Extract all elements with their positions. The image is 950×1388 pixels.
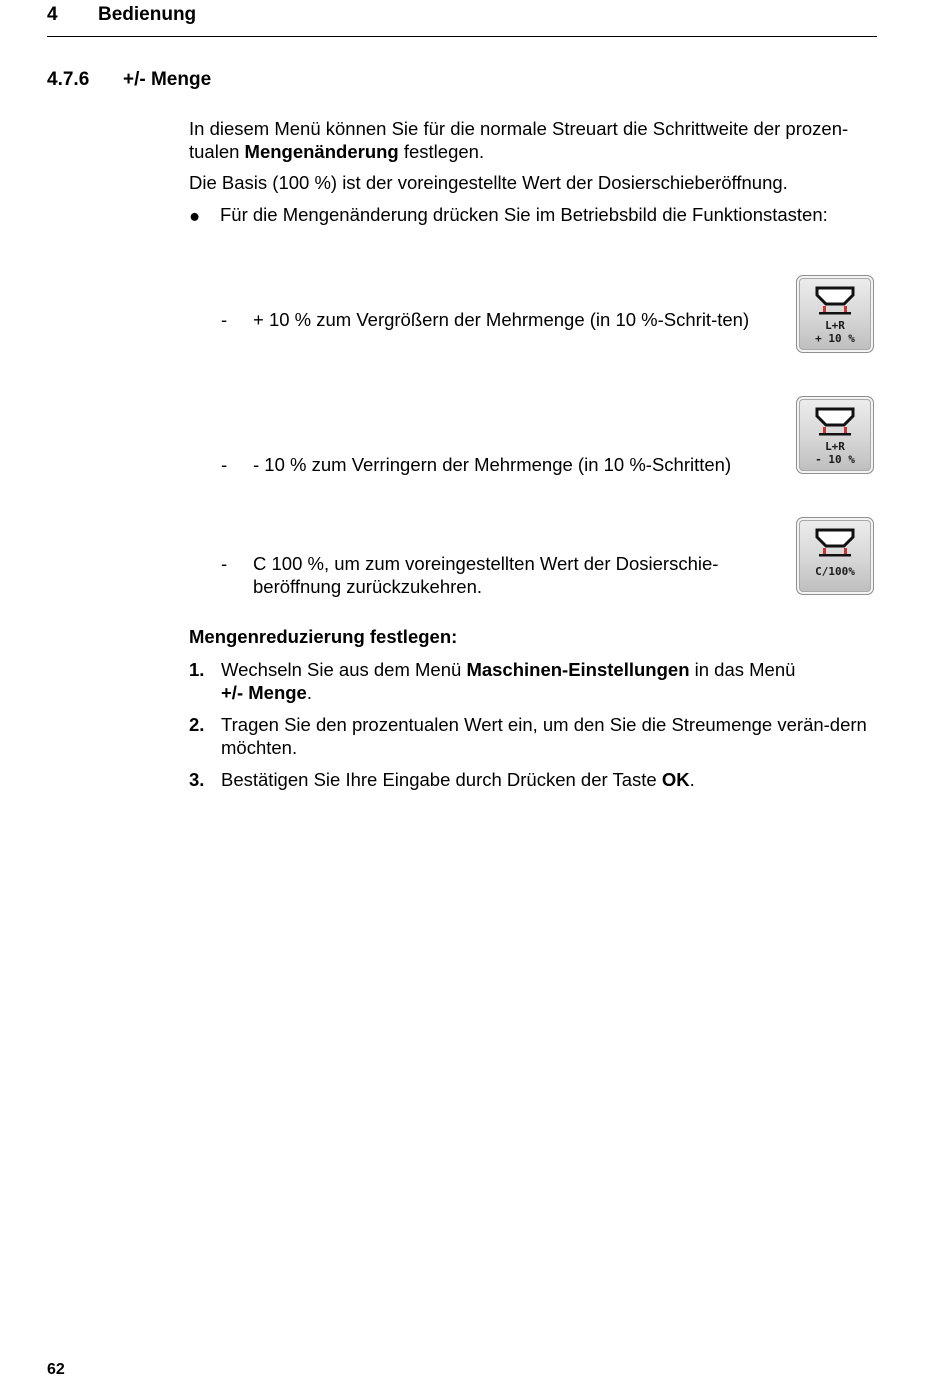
intro-text-end: festlegen. xyxy=(398,141,485,162)
menu-name-plus-minus-amount: +/- Menge xyxy=(221,682,307,703)
menu-name-machine-settings: Maschinen-Einstellungen xyxy=(466,659,690,680)
procedure-heading: Mengenreduzierung festlegen: xyxy=(189,626,458,647)
intro-bold-term: Mengenänderung xyxy=(244,141,399,162)
key-label-line2: - 10 % xyxy=(815,453,855,466)
step-text: Tragen Sie den prozentualen Wert ein, um den Sie die Streumenge verän-dern möchten. xyxy=(221,714,867,758)
step-text-part: . xyxy=(306,682,312,703)
page-header xyxy=(47,0,877,37)
chapter-title: Bedienung xyxy=(98,4,197,25)
dash-marker: - xyxy=(221,553,228,574)
key-label-line2: + 10 % xyxy=(815,332,855,345)
step-text xyxy=(221,658,881,704)
key-description-text: + 10 % zum Vergrößern der Mehrmenge (in 10 %-Schrit-ten) xyxy=(253,309,750,330)
function-key-plus-10[interactable] xyxy=(796,275,874,353)
step-number: 3. xyxy=(189,769,205,790)
spreader-minus-10-icon xyxy=(814,406,856,440)
step-text-part: in das Menü xyxy=(689,659,796,680)
section-title: +/- Menge xyxy=(123,69,212,90)
step-text-part: Bestätigen Sie Ihre Eingabe durch Drücken der Taste xyxy=(221,769,662,790)
key-name-ok: OK xyxy=(661,769,690,790)
intro-paragraph xyxy=(189,117,889,163)
intro-text: In diesem Menü können Sie für die normale Streuart die Schrittweite der prozen-tualen xyxy=(189,118,849,162)
spreader-plus-10-icon xyxy=(814,285,856,319)
key-label-line1: L+R xyxy=(825,319,845,332)
key-description-text: - 10 % zum Verringern der Mehrmenge (in 10 %-Schritten) xyxy=(253,454,732,475)
function-key-reset-100[interactable] xyxy=(796,517,874,595)
page-number: 62 xyxy=(47,1361,65,1378)
step-number: 2. xyxy=(189,714,205,735)
step-text-part: Wechseln Sie aus dem Menü xyxy=(221,659,467,680)
spreader-reset-100-icon xyxy=(814,527,856,561)
bullet-symbol: ● xyxy=(189,205,201,226)
section-number: 4.7.6 xyxy=(47,69,90,90)
key-label-line1: C/100% xyxy=(815,565,855,578)
step-number: 1. xyxy=(189,659,205,680)
step-text-part: . xyxy=(689,769,695,790)
key-description-text: C 100 %, um zum voreingestellten Wert der Dosierschie-beröffnung zurückzukehren. xyxy=(253,553,719,597)
basis-paragraph: Die Basis (100 %) ist der voreingestellte Wert der Dosierschieberöffnung. xyxy=(189,172,788,193)
chapter-number: 4 xyxy=(47,4,58,25)
dash-marker: - xyxy=(221,454,228,475)
dash-marker: - xyxy=(221,309,228,330)
bullet-text: Für die Mengenänderung drücken Sie im Betriebsbild die Funktionstasten: xyxy=(220,204,828,225)
function-key-minus-10[interactable] xyxy=(796,396,874,474)
key-label-line1: L+R xyxy=(825,440,845,453)
step-text xyxy=(221,768,881,791)
